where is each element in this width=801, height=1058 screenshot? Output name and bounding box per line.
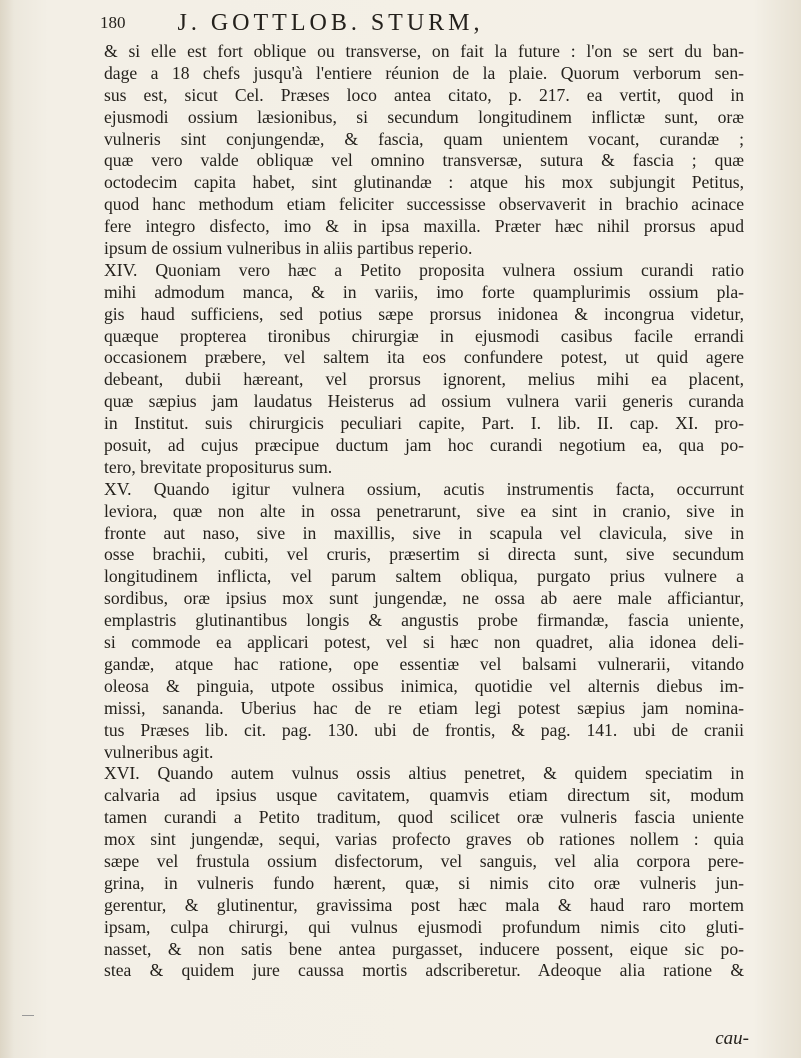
text-line: leviora, quæ non alte in ossa penetrarunt, sive ea sint in cranio, sive in <box>104 500 744 521</box>
text-line: vulneris sint conjungendæ, & fascia, quam unientem vocant, curandæ ; <box>104 128 744 149</box>
text-line: oleosa & pinguia, utpote ossibus inimica, quotidie vel alternis diebus im- <box>104 675 744 696</box>
text-line: calvaria ad ipsius usque cavitatem, quamvis etiam directum sit, modum <box>104 785 744 806</box>
text-line: osse brachii, cubiti, vel cruris, præsertim si directa sunt, sive secundum <box>104 544 744 565</box>
text-line: longitudinem inflicta, vel parum saltem obliqua, purgato prius vulnere a <box>104 566 744 587</box>
text-line: octodecim capita habet, sint glutinandæ : atque his mox subjungit Petitus, <box>104 172 744 193</box>
text-line: tero, brevitate propositurus sum. <box>104 456 333 477</box>
text-line: debeant, dubii hæreant, vel prorsus ignorent, melius mihi ea placent, <box>104 369 744 390</box>
text-line: si commode ea applicari potest, vel si hæc non quadret, alia idonea deli- <box>104 632 744 653</box>
text-line: quod hanc methodum etiam feliciter successisse observaverit in brachio acinace <box>104 194 744 215</box>
text-line: gerentur, & glutinentur, gravissima post hæc mala & haud raro mortem <box>104 894 744 915</box>
text-line: ejusmodi ossium læsionibus, si secundum longitudinem inflictæ sunt, oræ <box>104 106 744 127</box>
text-line: in Institut. suis chirurgicis peculiari capite, Part. I. lib. II. cap. XI. pro- <box>104 413 744 434</box>
text-line: sordibus, oræ ipsius mox sunt jungendæ, ne ossa ab aere male afficiantur, <box>104 588 744 609</box>
text-line: posuit, ad cujus præcipue ductum jam hoc curandi negotium ea, qua po- <box>104 435 744 456</box>
text-line: mihi admodum manca, & in variis, imo forte quamplurimis ossium pla- <box>104 281 744 302</box>
text-line: XIV. Quoniam vero hæc a Petito proposita vulnera ossium curandi ratio <box>104 259 744 280</box>
text-line: dage a 18 chefs jusqu'à l'entiere réunion de la plaie. Quorum verborum sen- <box>104 62 744 83</box>
text-line: XVI. Quando autem vulnus ossis altius penetret, & quidem speciatim in <box>104 763 744 784</box>
text-line: quæque propterea tironibus chirurgiæ in ejusmodi casibus facile errandi <box>104 325 744 346</box>
text-line: quæ vero valde obliquæ vel omnino transversæ, sutura & fascia ; quæ <box>104 150 744 171</box>
text-line: tus Præses lib. cit. pag. 130. ubi de frontis, & pag. 141. ubi de cranii <box>104 719 744 740</box>
text-line: mox sint jungendæ, sequi, varias profecto graves ob rationes nollem : quia <box>104 829 744 850</box>
text-line: nasset, & non satis bene antea purgasset, inducere possent, eique sic po- <box>104 938 744 959</box>
page-gutter-shadow <box>0 0 14 1058</box>
text-line: vulneribus agit. <box>104 741 214 762</box>
text-line: fere integro disfecto, imo & in ipsa maxilla. Præter hæc nihil prorsus apud <box>104 216 744 237</box>
text-line: gis haud sufficiens, sed potius sæpe prorsus inidonea & incongrua videtur, <box>104 303 744 324</box>
text-line: ipsum de ossium vulneribus in aliis partibus reperio. <box>104 238 473 259</box>
text-line: stea & quidem jure caussa mortis adscriberetur. Adeoque alia ratione & <box>104 960 744 981</box>
text-line: tamen curandi a Petito traditum, quod scilicet oræ vulneris fascia uniente <box>104 807 744 828</box>
catchword: cau- <box>715 1028 749 1049</box>
text-line: fronte aut naso, sive in maxillis, sive in scapula vel clavicula, sive in <box>104 522 744 543</box>
body-text <box>104 41 744 982</box>
text-line: & si elle est fort oblique ou transverse, on fait la future : l'on se sert du ban- <box>104 41 744 61</box>
text-line: gandæ, atque hac ratione, ope essentiæ vel balsami vulnerarii, vitando <box>104 653 744 674</box>
text-line: XV. Quando igitur vulnera ossium, acutis instrumentis facta, occurrunt <box>104 478 744 499</box>
text-line: occasionem præbere, vel saltem ita eos confundere potest, ut quid agere <box>104 347 744 368</box>
page-number: 180 <box>100 13 126 32</box>
running-title: J. GOTTLOB. STURM, <box>177 10 484 36</box>
text-line: ipsam, culpa chirurgi, qui vulnus ejusmodi profundum nimis cito gluti- <box>104 916 744 937</box>
text-line: sus est, sicut Cel. Præses loco antea citato, p. 217. ea vertit, quod in <box>104 84 744 105</box>
text-line: missi, sananda. Uberius hac de re etiam legi potest sæpius jam nomina- <box>104 697 744 718</box>
text-line: quæ sæpius jam laudatus Heisterus ad ossium vulnera varii generis curanda <box>104 391 744 412</box>
margin-mark <box>22 1015 34 1016</box>
text-line: emplastris glutinantibus longis & angustis probe firmandæ, fascia uniente, <box>104 610 744 631</box>
text-line: grina, in vulneris fundo hærent, quæ, si nimis cito oræ vulneris jun- <box>104 872 744 893</box>
running-header <box>100 10 740 40</box>
text-line: sæpe vel frustula ossium disfectorum, vel sanguis, vel alia corpora pere- <box>104 850 744 871</box>
